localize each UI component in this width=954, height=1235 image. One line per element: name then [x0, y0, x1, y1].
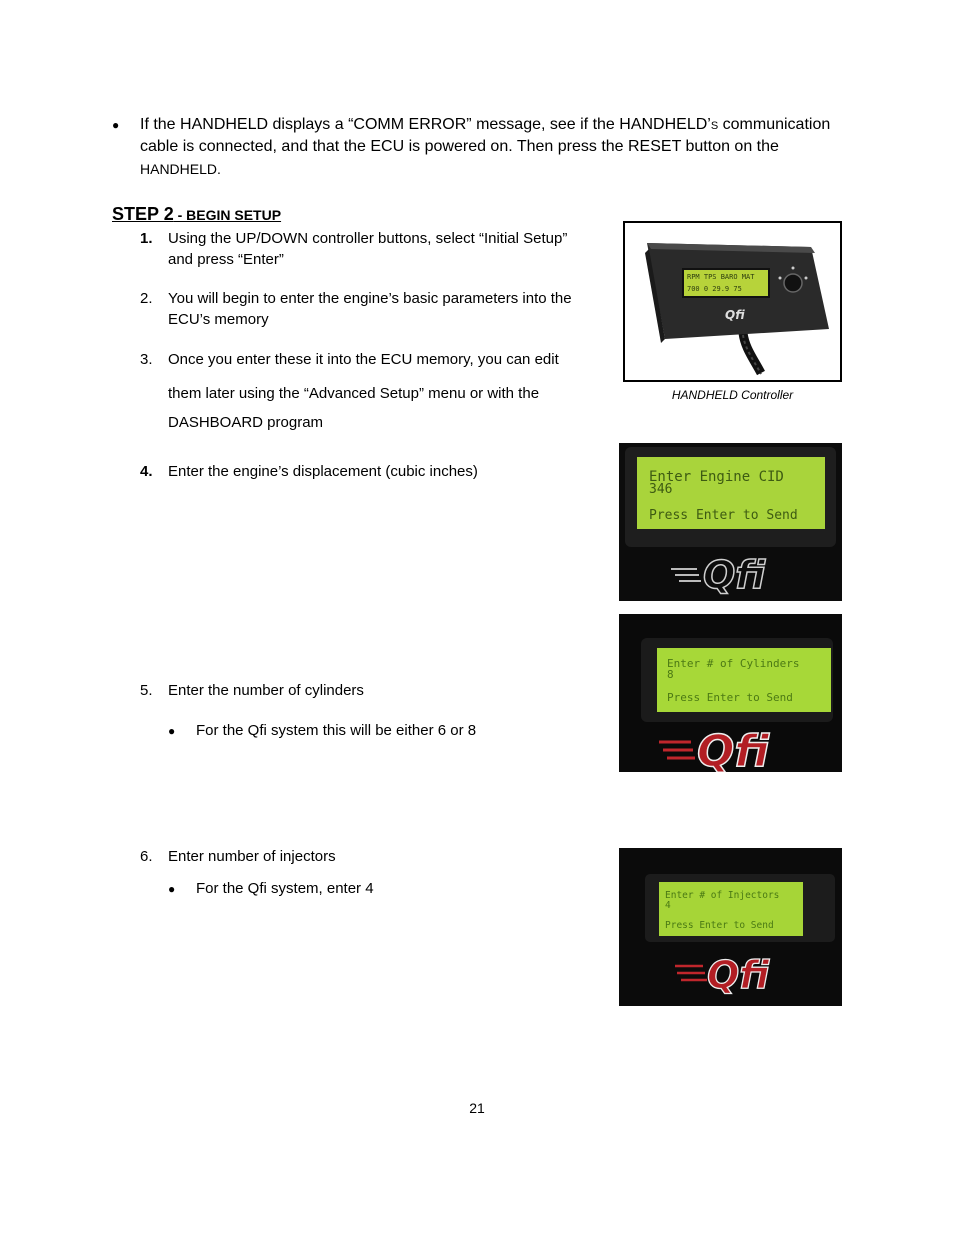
- step-title-main: STEP 2: [112, 204, 174, 224]
- screen-photo-cylinders: [619, 614, 842, 772]
- handheld-photo: [623, 221, 842, 382]
- item-line: ECU’s memory: [168, 311, 269, 328]
- intro-line-3: HANDHELD.: [140, 161, 221, 177]
- lcd-screen-image: [619, 443, 842, 601]
- lcd-line-3: Press Enter to Send: [665, 920, 774, 931]
- screen-photo-cid: [619, 443, 842, 601]
- handheld-controller-image: [625, 223, 840, 380]
- sub-bullet: [168, 720, 608, 741]
- page-number: 21: [469, 1100, 485, 1116]
- item-line: them later using the “Advanced Setup” menu or with the: [168, 385, 540, 402]
- qfi-logo: Qfi: [697, 726, 770, 772]
- bullet-icon: ●: [112, 118, 120, 132]
- sub-bullet-text: For the Qfi system, enter 4: [196, 880, 374, 897]
- lcd-line-1: Enter # of Injectors: [665, 890, 780, 901]
- lcd-line-1: Enter Engine CID: [649, 469, 784, 485]
- sub-bullet-text: For the Qfi system this will be either 6 or 8: [196, 722, 477, 739]
- item-line: and press “Enter”: [168, 251, 284, 268]
- item-line: Enter the engine’s displacement (cubic inches): [168, 463, 478, 480]
- knob-icon: [784, 274, 802, 292]
- handheld-lcd-row-1: RPM TPS BARO MAT: [687, 273, 755, 281]
- intro-text-1: If the: [140, 116, 181, 133]
- intro-line-2: cable is connected, and that the ECU is powered on. Then press the RESET button on the: [140, 138, 779, 155]
- handheld-term-1: HANDHELD: [180, 116, 269, 133]
- lcd-screen-image: [619, 614, 842, 772]
- list-item-5: [140, 680, 610, 739]
- lcd-line-3: Press Enter to Send: [649, 508, 798, 523]
- lcd-line-3: Press Enter to Send: [667, 691, 793, 704]
- item-number: 1.: [140, 230, 153, 247]
- intro-text-3: communication: [718, 116, 831, 133]
- item-number: 2.: [140, 290, 153, 307]
- sub-bullet: [168, 878, 608, 899]
- lcd-line-1: Enter # of Cylinders: [667, 657, 800, 670]
- item-number: 4.: [140, 463, 153, 480]
- item-line: Enter number of injectors: [168, 848, 336, 865]
- qfi-logo: Qfi: [703, 553, 766, 597]
- bullet-icon: ●: [168, 724, 176, 738]
- list-item-3: [140, 349, 610, 433]
- list-item-6: [140, 846, 610, 897]
- intro-text-2: displays a “COMM ERROR” message, see if the: [268, 116, 620, 133]
- item-line: You will begin to enter the engine’s basic parameters into the: [168, 290, 572, 307]
- item-number: 5.: [140, 682, 153, 699]
- qfi-logo: Qfi: [725, 308, 745, 322]
- item-number: 3.: [140, 351, 153, 368]
- handheld-caption: HANDHELD Controller: [671, 388, 794, 402]
- lcd-line-2: 4: [665, 900, 671, 911]
- lcd-line-2: 346: [649, 482, 673, 497]
- lcd-screen-image: [619, 848, 842, 1006]
- step-heading: [112, 204, 281, 225]
- item-line: DASHBOARD program: [168, 414, 324, 431]
- step-title-sub: - BEGIN SETUP: [173, 207, 282, 223]
- handheld-lcd-row-2: 700 0 29.9 75: [687, 285, 742, 293]
- item-number: 6.: [140, 848, 153, 865]
- item-line: Using the UP/DOWN controller buttons, select “Initial Setup”: [168, 230, 568, 247]
- handheld-term-2: HANDHELD’s: [619, 116, 719, 133]
- intro-bullet: [112, 114, 852, 181]
- list-item-4: [140, 461, 610, 482]
- item-line: Once you enter these it into the ECU memory, you can edit: [168, 351, 559, 368]
- lcd-line-2: 8: [667, 668, 674, 681]
- screen-photo-injectors: [619, 848, 842, 1006]
- list-item-2: [140, 288, 610, 330]
- item-line: Enter the number of cylinders: [168, 682, 364, 699]
- qfi-logo: Qfi: [707, 953, 770, 997]
- bullet-icon: ●: [168, 882, 176, 896]
- list-item-1: [140, 228, 610, 270]
